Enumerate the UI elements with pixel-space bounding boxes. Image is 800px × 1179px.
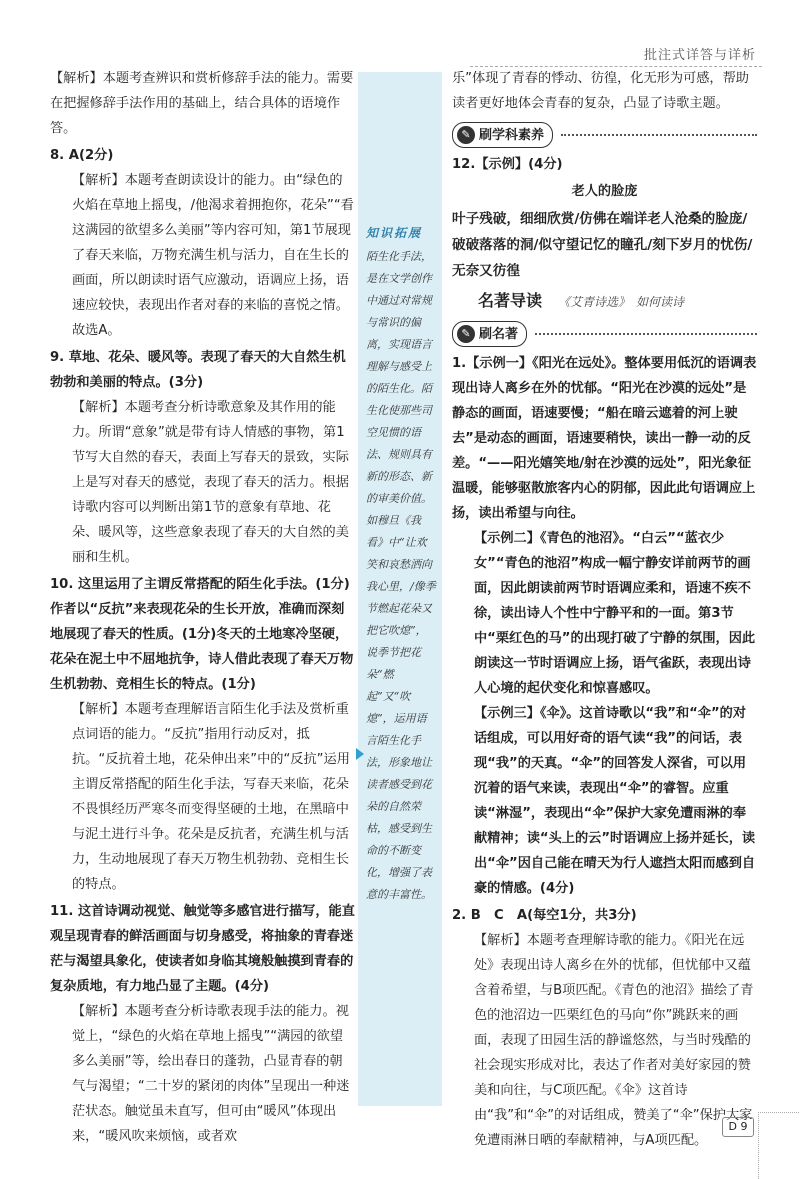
- answer-1-example-1: 1.【示例一】《阳光在远处》。整体要用低沉的语调表现出诗人离乡在外的忧郁。“阳光在沙漠的远处”是静态的画面，语速要慢；“船在暗云遮着的河上驶去”是动态的画面，语速要稍快，读出一静一动的反差。“——阳光嬉笑地/射在沙漠的远处”，阳光象征温暖，能够驱散旅客内心的阴郁，因此此句语调应上扬，读出希望与向往。: [452, 356, 757, 521]
- reading-guide-header: [478, 288, 757, 315]
- section-label: 刷学科素养: [479, 127, 545, 143]
- question-8-analysis: 【解析】本题考查朗读设计的能力。由“绿色的火焰在草地上摇曳，/他渴求着拥抱你，花朵”“看这满园的欲望多么美丽”等内容可知，第1节展现了春天来临，万物充满生机与活力，自在生长的画面，所以朗读时语气应激动，语调应上扬，语速应较快，表现出作者对春的来临的喜悦之情。故选A。: [72, 173, 354, 338]
- poem-title: 老人的脸庞: [571, 184, 638, 199]
- left-column: [50, 66, 355, 1149]
- sidebar-title: 知识拓展: [366, 226, 423, 240]
- sidebar-text: 陌生化手法，是在文学创作中通过对常规与常识的偏离，实现语言理解与感受上的陌生化。陌生化使那些司空见惯的语法、规则具有新的形态、新的审美价值。如穆旦《我看》中“让欢笑和哀愁洒向我心里，/像季节燃起花朵又把它吹熄”，说季节把花朵“燃起”又“吹熄”，运用语言陌生化手法，形象地让读者感受到花朵的自然荣枯，感受到生命的不断变化，增强了表意的丰富性。: [366, 250, 436, 901]
- answer-1-example-2: 【示例二】《青色的池沼》。“白云”“蓝衣少女”“青色的池沼”构成一幅宁静安详前两节的画面，因此朗读前两节时语调应柔和，语速不疾不徐，读出诗人个性中宁静平和的一面。第3节中“栗红色的马”的出现打破了宁静的氛围，因此朗读这一节时语调应上扬，语气雀跃，表现出诗人心境的起伏变化和惊喜感叹。: [474, 531, 756, 696]
- section-badge: [452, 321, 527, 347]
- section-badge: [452, 122, 553, 148]
- reading-guide-title: 名著导读: [478, 291, 543, 310]
- answer-1-example-3: 【示例三】《伞》。这首诗歌以“我”和“伞”的对话组成，可以用好奇的语气读“我”的问话，表现“我”的天真。“伞”的回答发人深省，可以用沉着的语气来读，表现出“伞”的睿智。应重读“淋湿”，表现出“伞”保护大家免遭雨淋的奉献精神；读“头上的云”时语调应上扬并延长，读出“伞”因自己能在晴天为行人遮挡太阳而感到自豪的情感。(4分): [474, 706, 756, 896]
- dotted-divider: [535, 333, 757, 335]
- analysis-paragraph: 【解析】本题考查辨识和赏析修辞手法的能力。需要在把握修辞手法作用的基础上，结合具体的语境作答。: [50, 71, 354, 136]
- answer-2-heading: 2. B C A(每空1分，共3分): [452, 908, 637, 923]
- question-8-answer: 8. A(2分): [50, 148, 114, 163]
- answer-2-analysis: 【解析】本题考查理解诗歌的能力。《阳光在远处》表现出诗人离乡在外的忧郁，但忧郁中又蕴含着希望，与B项匹配。《青色的池沼》描绘了青色的池沼边一匹栗红色的马向“你”跳跃来的画面，表现了田园生活的静谧悠然，与当时残酷的社会现实形成对比，表达了作者对美好家园的赞美和向往，与C项匹配。《伞》这首诗由“我”和“伞”的对话组成，赞美了“伞”保护大家免遭雨淋日晒的奉献精神，与A项匹配。: [474, 933, 754, 1148]
- brush-icon: ✎: [457, 325, 475, 343]
- dotted-divider: [561, 134, 757, 136]
- question-9-answer: 9. 草地、花朵、暖风等。表现了春天的大自然生机勃勃和美丽的特点。(3分): [50, 350, 346, 390]
- question-11-answer: 11. 这首诗调动视觉、触觉等多感官进行描写，能直观呈现青春的鲜活画面与切身感受，将抽象的青春迷茫与渴望具象化，使读者如身临其境般触摸到青春的复杂质地，有力地凸显了主题。(4分): [50, 904, 355, 994]
- reading-guide-subtitle: 《艾青诗选》 如何读诗: [558, 295, 685, 309]
- question-10-analysis: 【解析】本题考查理解语言陌生化手法及赏析重点词语的能力。“反抗”指用行动反对，抵抗。“反抗着土地，花朵伸出来”中的“反抗”运用主谓反常搭配的陌生化手法，写春天来临，花朵不畏惧经历严寒冬而变得坚硬的土地，在黑暗中与泥土进行斗争。花朵是反抗者，充满生机与活力，生动地展现了春天万物生机勃勃、竞相生长的特点。: [72, 702, 350, 892]
- question-10-answer: 10. 这里运用了主谓反常搭配的陌生化手法。(1分)作者以“反抗”来表现花朵的生长开放，准确而深刻地展现了春天的性质。(1分)冬天的土地寒冷坚硬，花朵在泥土中不屈地抗争，诗人借此表现了春天万物生机勃勃、竞相生长的特点。(1分): [50, 577, 354, 692]
- section-header-classics: [452, 321, 757, 347]
- question-9-analysis: 【解析】本题考查分析诗歌意象及其作用的能力。所谓“意象”就是带有诗人情感的事物，第1节写大自然的春天，表面上写春天的景致，实际上是写对春天的感觉，表现了春天的活力。根据诗歌内容可以判断出第1节的意象有草地、花朵、暖风等，这些意象表现了春天的大自然的美丽和生机。: [72, 400, 349, 565]
- corner-decoration: [758, 1112, 800, 1179]
- page-header-title: 批注式详答与详析: [643, 48, 756, 63]
- section-label: 刷名著: [479, 326, 519, 342]
- page-number: D 9: [722, 1117, 754, 1137]
- question-12-heading: 12.【示例】(4分): [452, 157, 563, 172]
- section-header-subject: [452, 122, 757, 148]
- poem-body: 叶子残破，细细欣赏/仿佛在端详老人沧桑的脸庞/破破落落的洞/似守望记忆的瞳孔/刻下岁月的忧伤/无奈又彷徨: [452, 211, 753, 279]
- question-11-analysis: 【解析】本题考查分析诗歌表现手法的能力。视觉上，“绿色的火焰在草地上摇曳”“满园的欲望多么美丽”等，绘出春日的蓬勃，凸显青春的朝气与渴望；“二十岁的紧闭的肉体”呈现出一种迷茫状态。触觉虽未直写，但可由“暖风”体现出来，“暖风吹来烦恼，或者欢: [72, 1004, 350, 1144]
- brush-icon: ✎: [457, 126, 475, 144]
- continued-paragraph: 乐”体现了青春的悸动、彷徨，化无形为可感，帮助读者更好地体会青春的复杂，凸显了诗歌主题。: [452, 71, 749, 111]
- pointer-arrow-icon: [356, 748, 364, 760]
- knowledge-sidebar: [358, 72, 442, 1106]
- right-column: [452, 66, 757, 1153]
